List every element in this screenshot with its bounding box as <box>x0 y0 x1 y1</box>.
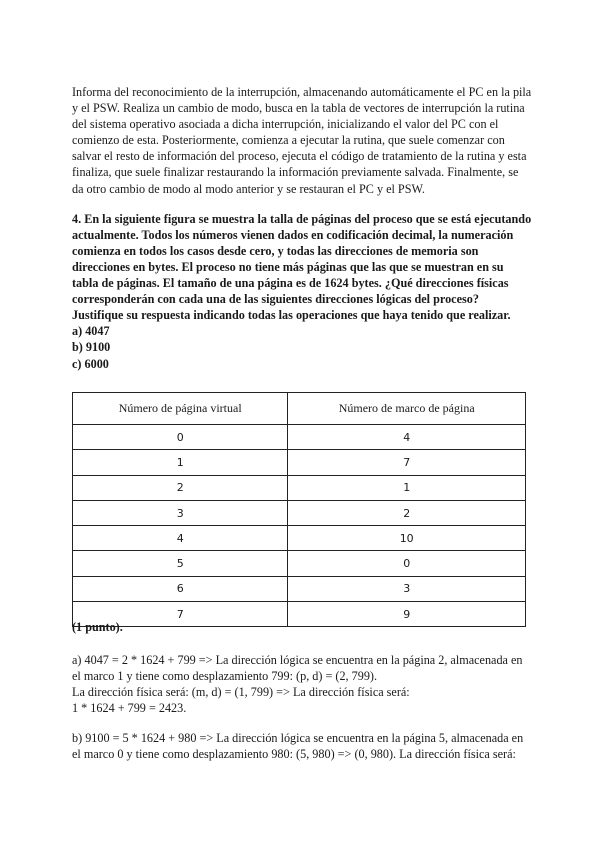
frame-cell: 1 <box>288 475 526 500</box>
table-row <box>73 551 526 576</box>
table-row <box>73 602 526 627</box>
virtual-page-cell: 0 <box>73 425 288 450</box>
answer-a-line3: 1 * 1624 + 799 = 2423. <box>72 701 187 716</box>
virtual-page-cell: 7 <box>73 602 288 627</box>
answer-a-line2: La dirección física será: (m, d) = (1, 799) => La dirección física será: <box>72 685 410 700</box>
virtual-page-cell: 2 <box>73 475 288 500</box>
header-frame-number: Número de marco de página <box>288 393 526 425</box>
table-row <box>73 450 526 475</box>
page-table <box>72 392 526 627</box>
table-row <box>73 526 526 551</box>
virtual-page-cell: 6 <box>73 576 288 601</box>
option-c: c) 6000 <box>72 356 109 371</box>
option-b: b) 9100 <box>72 340 111 355</box>
question-options <box>72 323 532 371</box>
frame-cell: 3 <box>288 576 526 601</box>
frame-cell: 10 <box>288 526 526 551</box>
question-score: (1 punto). <box>72 620 123 634</box>
table-row <box>73 576 526 601</box>
table-row <box>73 475 526 500</box>
answer-a-line1: a) 4047 = 2 * 1624 + 799 => La dirección lógica se encuentra en la página 2, almacenada en el marco 1 y tiene como desplazamiento 799: (p, d) = (2, 799). <box>72 653 523 684</box>
header-virtual-page: Número de página virtual <box>73 393 288 425</box>
frame-cell: 9 <box>288 602 526 627</box>
table-row <box>73 425 526 450</box>
frame-cell: 0 <box>288 551 526 576</box>
virtual-page-cell: 3 <box>73 500 288 525</box>
frame-cell: 4 <box>288 425 526 450</box>
frame-cell: 2 <box>288 500 526 525</box>
virtual-page-cell: 4 <box>73 526 288 551</box>
document-body <box>72 84 532 372</box>
virtual-page-cell: 5 <box>73 551 288 576</box>
virtual-page-cell: 1 <box>73 450 288 475</box>
option-a: a) 4047 <box>72 324 110 339</box>
answer-b-line1: b) 9100 = 5 * 1624 + 980 => La dirección lógica se encuentra en la página 5, almacenada en el marco 0 y tiene como desplazamiento 980: (5, 980) => (0, 980). La dirección física será: <box>72 731 524 762</box>
question-4: 4. En la siguiente figura se muestra la talla de páginas del proceso que se está ejecutando actualmente. Todos los números vienen dados en codificación decimal, la numeración comienza en todos los casos desde cero, y todas las direcciones de memoria son direcciones en bytes. El proceso no tiene más páginas que las que se muestran en su tabla de páginas. El tamaño de una página es de 1624 bytes. ¿Qué direcciones físicas corresponderán con cada una de las siguientes direcciones lógicas del proceso? Justifique su respuesta indicando todas las operaciones que haya tenido que realizar. <box>72 211 532 323</box>
table-row <box>73 500 526 525</box>
frame-cell: 7 <box>288 450 526 475</box>
answers-section <box>72 652 532 763</box>
page-table-header-row <box>73 393 526 425</box>
intro-paragraph: Informa del reconocimiento de la interrupción, almacenando automáticamente el PC en la pila y el PSW. Realiza un cambio de modo, busca en la tabla de vectores de interrupción la rutina del sistema operativo asociada a dicha interrupción, inicializando el valor del PC con el comienzo de esta. Posteriormente, comienza a ejecutar la rutina, que suele comenzar con salvar el resto de información del proceso, ejecuta el código de tratamiento de la rutina y esta finaliza, que suele finalizar restaurando la información previamente salvada. Finalmente, se da otro cambio de modo al modo anterior y se restauran el PC y el PSW. <box>72 85 532 196</box>
